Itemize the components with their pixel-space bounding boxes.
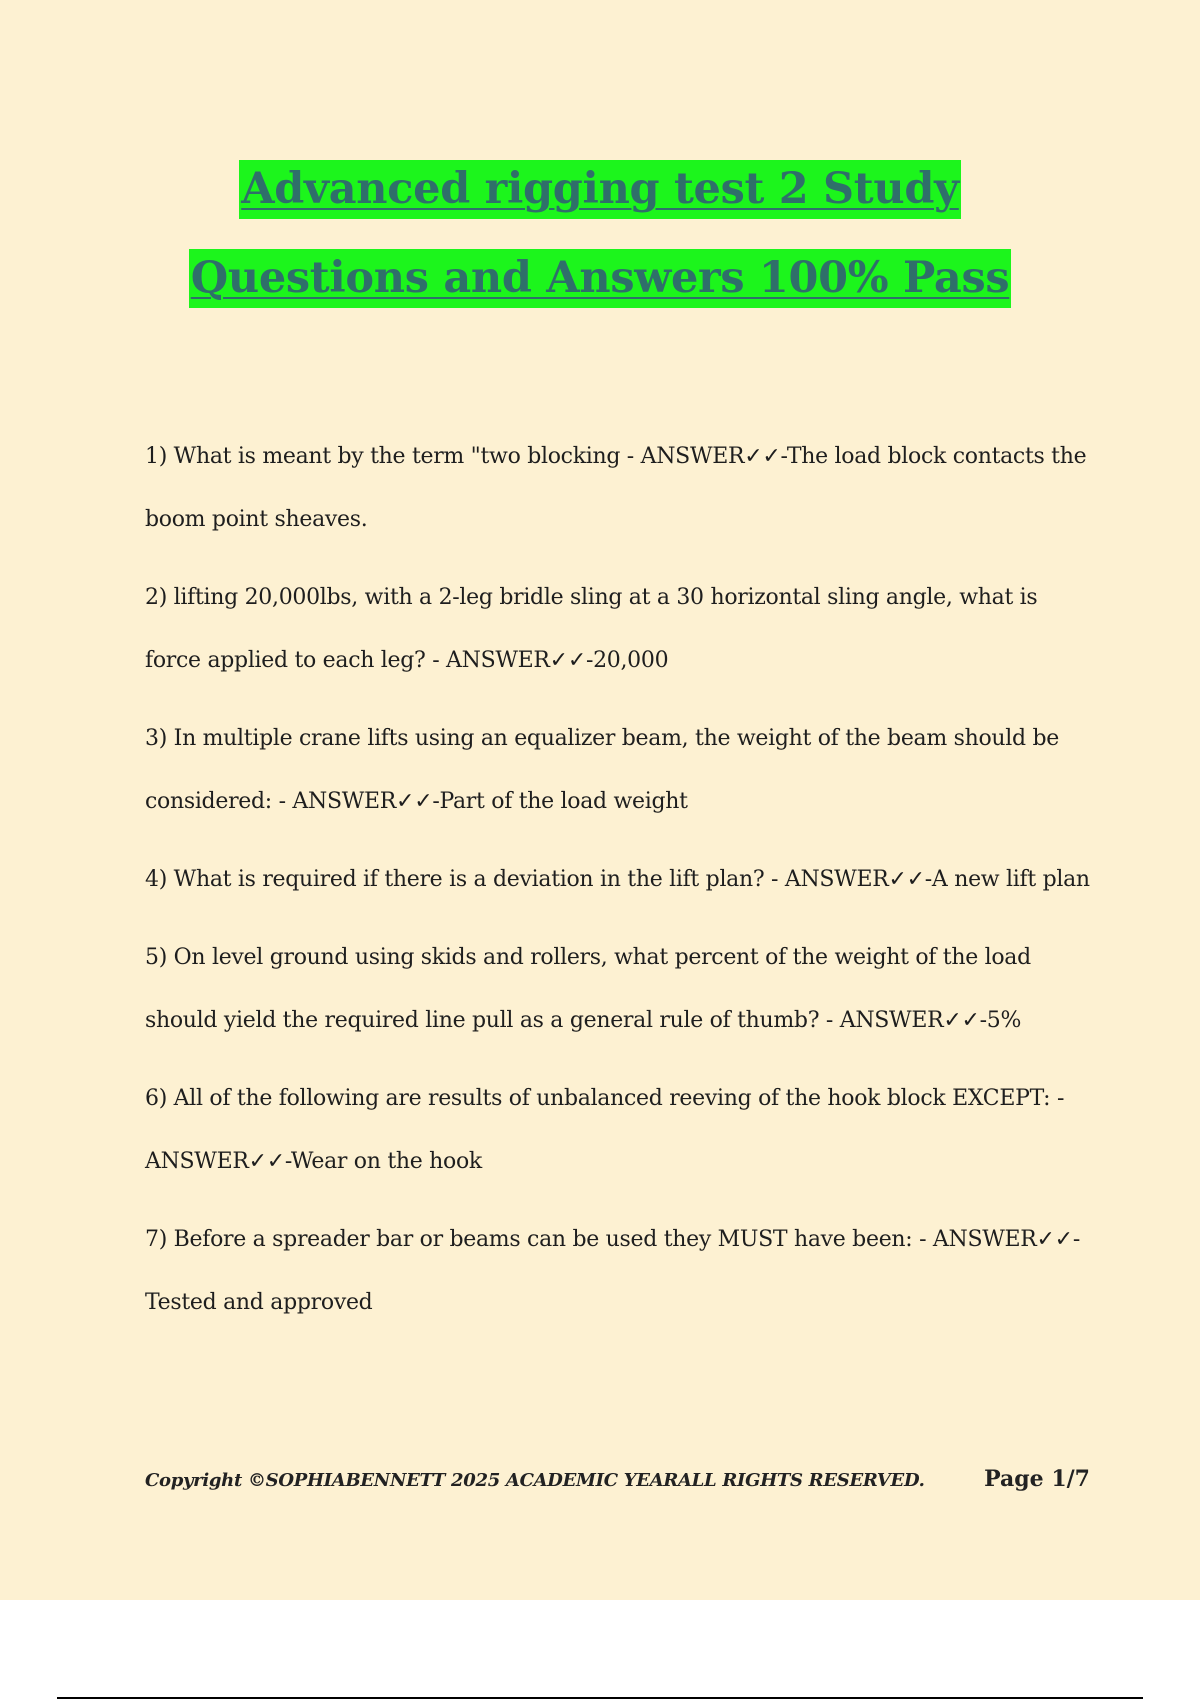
question-list: [145, 425, 1090, 1349]
question-4: 4) What is required if there is a deviation in the lift plan? - ANSWER✓✓-A new lift plan: [145, 867, 1090, 892]
page-number: Page 1/7: [984, 1466, 1090, 1492]
question-5: 5) On level ground using skids and rollers, what percent of the weight of the load should yield the required line pull as a general rule of thumb? - ANSWER✓✓-5%: [145, 945, 1031, 1033]
bottom-divider: [57, 1697, 1143, 1699]
question-3: 3) In multiple crane lifts using an equalizer beam, the weight of the beam should be considered: - ANSWER✓✓-Part of the load weight: [145, 726, 1060, 814]
question-1: 1) What is meant by the term "two blocking - ANSWER✓✓-The load block contacts the boom point sheaves.: [145, 444, 1087, 532]
title-line-1: Advanced rigging test 2 Study: [239, 160, 961, 219]
copyright-notice: Copyright ©SOPHIABENNETT 2025 ACADEMIC YEARALL RIGHTS RESERVED.: [145, 1470, 925, 1491]
page-footer: [145, 1466, 1090, 1496]
title-line-2: Questions and Answers 100% Pass: [189, 249, 1012, 308]
question-6: 6) All of the following are results of unbalanced reeving of the hook block EXCEPT: - ANSWER✓✓-Wear on the hook: [145, 1086, 1065, 1174]
question-2: 2) lifting 20,000lbs, with a 2-leg bridle sling at a 30 horizontal sling angle, what is force applied to each leg? - ANSWER✓✓-20,000: [145, 585, 1038, 673]
document-title: [0, 160, 1200, 308]
question-7: 7) Before a spreader bar or beams can be used they MUST have been: - ANSWER✓✓- Tested and approved: [145, 1227, 1080, 1315]
